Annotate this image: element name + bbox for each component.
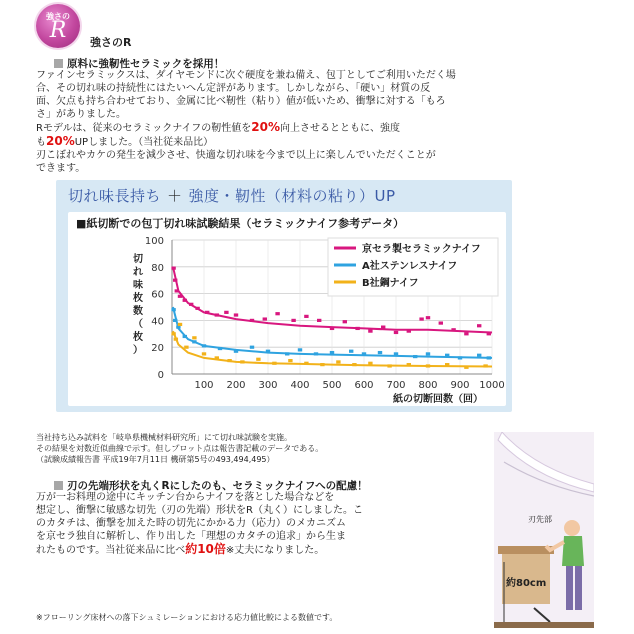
data-point-series-2 [171,308,175,311]
section2-line: のカタチは、衝撃を加えた時の切先にかかる力（応力）のメカニズム [36,518,346,529]
legend-label: B社鋼ナイフ [362,278,419,289]
y-tick-label: 40 [151,316,164,328]
section2-line: 万が一お料理の途中にキッチン台からナイフを落とした場合などを [36,492,335,503]
data-point-series-3 [336,360,340,363]
data-point-series-1 [178,295,182,298]
data-point-series-2 [426,352,430,355]
data-point-series-1 [487,332,491,335]
chart-title: ■紙切断での包丁切れ味試験結果（セラミックナイフ参考データ） [76,217,405,230]
data-point-series-2 [314,352,318,355]
section1-body [36,69,596,175]
data-point-series-2 [394,352,398,355]
data-point-series-2 [349,350,353,353]
bullet-square-icon [54,481,63,490]
y-tick-label: 0 [157,370,164,381]
section1-line-toughness: Rモデルは、従来のセラミックナイフの靭性値を20%向上させるとともに、強度 [36,120,400,134]
x-tick-label: 500 [322,380,342,391]
section1-line: 合、その切れ味の持続性にはたいへん定評があります。しかしながら、「硬い」材質の反 [36,83,431,94]
data-point-series-1 [419,317,423,320]
data-point-series-1 [205,311,209,314]
y-tick-label: 80 [151,262,164,274]
panel-heading: 切れ味長持ち ＋ 強度・靭性（材料の粘り）UP [68,187,396,205]
data-point-series-2 [192,340,196,343]
data-point-series-1 [426,316,430,319]
data-point-series-3 [256,358,260,361]
section1-line-strength: も20%UPしました。（当社従来品比） [36,134,214,148]
data-point-series-1 [464,332,468,335]
badge-top-text: 強さの [46,12,70,21]
legend-label: 京セラ製セラミックナイフ [362,244,481,255]
badge-letter: R [49,18,67,43]
chart-area [68,212,506,406]
data-point-series-1 [330,327,334,330]
section1-line: できます。 [36,163,86,174]
data-point-series-2 [218,347,222,350]
x-tick-label: 700 [386,380,406,391]
y-axis-label-char: 切 [133,254,143,265]
durability-value: 約10倍 [185,542,226,556]
data-point-series-1 [355,327,359,330]
bullet-square-icon [54,59,63,68]
data-point-series-3 [174,338,178,341]
test-note-line: （試験成績報告書 平成19年7月11日 機研第5号の493,494,495） [36,455,275,464]
data-point-series-1 [275,312,279,315]
section2-line: を京セラ独自に解析し、作り出した「理想のカタチの追求」から生ま [36,531,346,542]
x-axis-label: 紙の切断回数（回） [393,394,483,405]
data-point-series-1 [381,326,385,329]
data-point-series-3 [202,352,206,355]
section2-line-durability: れたものです。当社従来品に比べ約10倍※丈夫になりました。 [36,542,325,556]
data-point-series-3 [215,356,219,359]
data-point-series-2 [266,350,270,353]
trend-line-series-2 [173,307,492,358]
section2-body [36,491,436,557]
data-point-series-2 [183,335,187,338]
y-tick-label: 60 [151,289,164,301]
data-point-series-2 [330,351,334,354]
drop-test-illustration [494,432,594,628]
data-point-series-3 [227,359,231,362]
toughness-increase-value: 20% [251,120,280,134]
test-note-line: その結果を対数近似曲線で示す。但しプロット点は報告書記載のデータである。 [36,444,324,453]
data-point-series-2 [458,356,462,359]
data-point-series-1 [451,328,455,331]
data-point-series-2 [487,356,491,359]
page-title: 強さのR [90,36,132,49]
y-axis-label-char: 枚 [133,332,143,343]
data-point-series-3 [240,360,244,363]
y-axis-label-char: （ [133,319,143,330]
data-point-series-3 [387,364,391,367]
data-point-series-2 [202,344,206,347]
x-tick-label: 800 [418,380,438,391]
cutting-test-chart [68,212,506,406]
data-point-series-1 [175,289,179,292]
data-point-series-2 [477,354,481,357]
data-point-series-1 [195,307,199,310]
data-point-series-3 [368,362,372,365]
y-axis-label-char: れ [133,267,143,278]
strength-r-badge [36,4,80,48]
data-point-series-3 [272,362,276,365]
y-axis-label-char: 数 [133,306,143,317]
data-point-series-1 [215,313,219,316]
data-point-series-3 [192,336,196,339]
height-label: 約80cm [506,578,547,589]
y-axis-label-char: 味 [133,280,143,291]
y-axis-label-char: 枚 [133,293,143,304]
data-point-series-1 [343,320,347,323]
data-point-series-1 [407,330,411,333]
section1-line: 面、欠点も持ち合わせており、金属に比べ靭性（粘り）値が低いため、衝撃に対する「もろ [36,96,446,107]
section1-line: 刃こぼれやカケの発生を減少させ、快適な切れ味を今まで以上に楽しんでいただくことが [36,150,436,161]
data-point-series-3 [178,323,182,326]
x-tick-label: 900 [450,380,470,391]
section2-line: 想定し、衝撃に敏感な切先（刃の先端）形状をR（丸く）にしました。こ [36,505,363,516]
data-point-series-1 [368,330,372,333]
x-tick-label: 100 [194,380,214,391]
data-point-series-1 [394,331,398,334]
test-note [36,432,323,465]
data-point-series-2 [378,351,382,354]
x-tick-label: 1000 [479,380,505,391]
x-tick-label: 300 [258,380,278,391]
section1-heading: 原料に強靭性セラミックを採用！ [54,56,224,71]
data-point-series-3 [483,364,487,367]
data-point-series-2 [234,350,238,353]
data-point-series-3 [171,332,175,335]
x-tick-label: 200 [226,380,246,391]
tip-label: 刃先部 [528,515,552,524]
data-point-series-2 [445,354,449,357]
data-point-series-3 [320,363,324,366]
data-point-series-2 [362,352,366,355]
test-note-line: 当社持ち込み試料を「岐阜県機械材料研究所」にて切れ味試験を実施。 [36,433,292,442]
data-point-series-3 [184,346,188,349]
section1-line: さ」がありました。 [36,109,126,120]
data-point-series-3 [464,366,468,369]
data-point-series-3 [407,363,411,366]
section2-heading: 刃の先端形状を丸くRにしたのも、セラミックナイフへの配慮！ [54,478,368,493]
data-point-series-2 [285,352,289,355]
data-point-series-2 [413,355,417,358]
data-point-series-1 [250,319,254,322]
data-point-series-1 [173,279,177,282]
data-point-series-1 [224,311,228,314]
data-point-series-1 [304,315,308,318]
strength-increase-value: 20% [46,134,75,148]
data-point-series-1 [171,267,175,270]
data-point-series-2 [173,319,177,322]
data-point-series-2 [298,348,302,351]
data-point-series-1 [439,321,443,324]
data-point-series-3 [304,362,308,365]
data-point-series-1 [317,319,321,322]
data-point-series-1 [183,299,187,302]
y-tick-label: 20 [151,343,164,355]
data-point-series-1 [477,324,481,327]
y-tick-label: 100 [144,236,164,247]
data-point-series-3 [352,363,356,366]
data-point-series-3 [445,363,449,366]
data-point-series-2 [250,346,254,349]
data-point-series-1 [263,317,267,320]
data-point-series-1 [291,319,295,322]
data-point-series-1 [234,313,238,316]
y-axis-label-char: ） [133,345,143,356]
person-dropping-knife-icon [494,432,594,628]
x-tick-label: 400 [290,380,310,391]
legend-label: A社ステンレスナイフ [362,261,458,272]
x-tick-label: 600 [354,380,374,391]
data-point-series-3 [426,364,430,367]
data-point-series-3 [288,359,292,362]
data-point-series-1 [189,303,193,306]
footnote: ※フローリング床材への落下シュミレーションにおける応力値比較による数値です。 [36,613,338,622]
section1-line: ファインセラミックスは、ダイヤモンドに次ぐ硬度を兼ね備え、包丁としてご利用いただく場 [36,70,456,81]
